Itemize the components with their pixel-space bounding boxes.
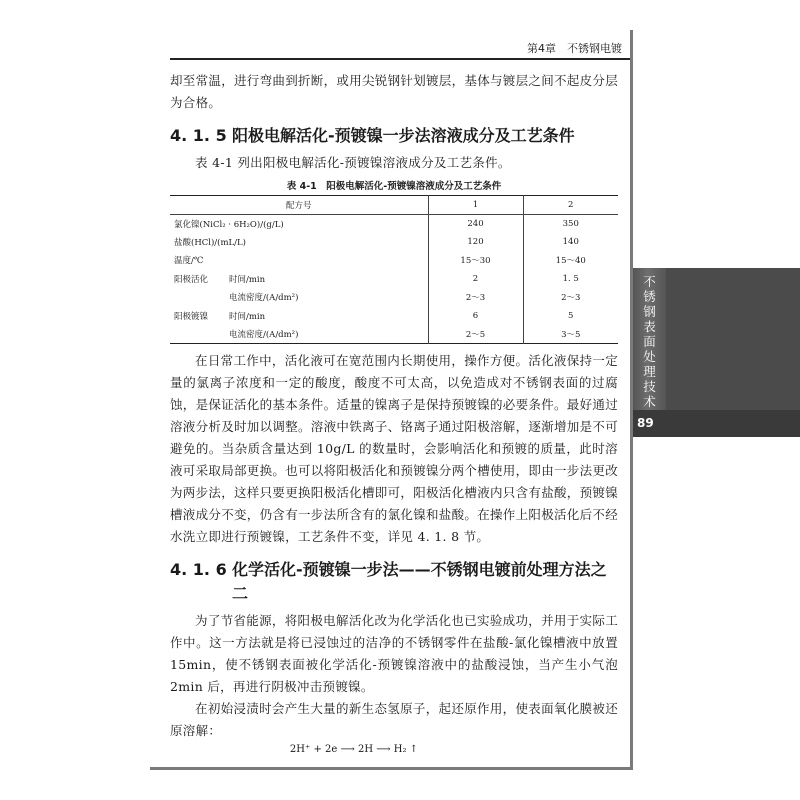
header-label: 配方号 xyxy=(170,196,428,215)
side-tab-char: 面 xyxy=(643,334,656,349)
side-tab-char: 不 xyxy=(643,274,656,289)
row-sub-label: 时间/min xyxy=(229,311,266,322)
book-page xyxy=(150,30,633,770)
row-value-2: 3～5 xyxy=(523,325,618,344)
row-value-2: 350 xyxy=(523,214,618,233)
table-row xyxy=(170,307,618,326)
side-tab-char: 理 xyxy=(643,364,656,379)
row-value-2: 2～3 xyxy=(523,288,618,307)
header-col-1: 1 xyxy=(428,196,523,215)
section-number: 4. 1. 6 xyxy=(170,560,227,579)
row-label: 氯化镍(NiCl₂ · 6H₂O)/(g/L) xyxy=(174,219,284,230)
page-content xyxy=(170,70,618,755)
row-value-1: 15～30 xyxy=(428,251,523,270)
page-number: 89 xyxy=(633,410,800,437)
section-paragraph: 在初始浸渍时会产生大量的新生态氢原子，起还原作用，使表面氧化膜被还原溶解： xyxy=(170,701,618,738)
row-value-1: 2～3 xyxy=(428,288,523,307)
running-head: 第4章 不锈钢电镀 xyxy=(170,40,630,60)
row-group-label xyxy=(170,325,225,344)
row-value-1: 6 xyxy=(428,307,523,326)
side-tab-char: 技 xyxy=(643,379,656,394)
row-value-1: 2～5 xyxy=(428,325,523,344)
row-group-label xyxy=(170,288,225,307)
table-row xyxy=(170,288,618,307)
chapter-side-tab xyxy=(633,268,666,410)
row-sub-label: 电流密度/(A/dm²) xyxy=(229,330,299,340)
row-sub-label: 时间/min xyxy=(229,274,266,285)
section-title: 阳极电解活化-预镀镍一步法溶液成分及工艺条件 xyxy=(232,126,575,145)
table-caption: 表 4-1 阳极电解活化-预镀镍溶液成分及工艺条件 xyxy=(286,181,502,192)
section-lead: 表 4-1 列出阳极电解活化-预镀镍溶液成分及工艺条件。 xyxy=(195,155,511,170)
side-tab-char: 钢 xyxy=(643,304,656,319)
row-value-2: 1. 5 xyxy=(523,270,618,289)
row-value-2: 5 xyxy=(523,307,618,326)
table-row xyxy=(170,270,618,289)
side-tab-char: 处 xyxy=(643,349,656,364)
row-value-2: 15～40 xyxy=(523,251,618,270)
intro-paragraph: 却至常温，进行弯曲到折断，或用尖锐钢针划镀层，基体与镀层之间不起皮分层为合格。 xyxy=(170,73,619,110)
section-heading-4-1-6 xyxy=(170,558,618,606)
section-title: 化学活化-预镀镍一步法——不锈钢电镀前处理方法之二 xyxy=(232,560,607,603)
side-tab-char: 锈 xyxy=(643,289,656,304)
row-value-2: 140 xyxy=(523,233,618,252)
row-value-1: 120 xyxy=(428,233,523,252)
row-group-label: 阳极活化 xyxy=(174,274,209,285)
table-row xyxy=(170,233,618,252)
side-tab-char: 术 xyxy=(643,394,656,409)
row-label: 温度/℃ xyxy=(174,256,204,267)
table-row xyxy=(170,214,618,233)
row-group-label: 阳极镀镍 xyxy=(174,311,209,322)
table-header-row xyxy=(170,196,618,215)
side-tab-char: 表 xyxy=(643,319,656,334)
section-paragraph: 为了节省能源，将阳极电解活化改为化学活化也已实验成功，并用于实际工作中。这一方法就是将已浸蚀过的洁净的不锈钢零件在盐酸-氯化镍槽液中放置 15min，使不锈钢表面被化学活化-预镀镍溶液中的盐酸浸蚀，当产生小气泡 2min 后，再进行阴极冲击预镀镍。 xyxy=(170,613,618,694)
table-row xyxy=(170,325,618,344)
row-value-1: 2 xyxy=(428,270,523,289)
chemical-equation: 2H⁺ + 2e ⟶ 2H ⟶ H₂ ↑ xyxy=(289,744,419,755)
paragraph-after-table: 在日常工作中，活化液可在宽范围内长期使用，操作方便。活化液保持一定量的氯离子浓度和一定的酸度，酸度不可太高，以免造成对不锈钢表面的过腐蚀，是保证活化的基本条件。适量的镍离子是保持预镀镍的必要条件。最好通过溶液分析及时加以调整。溶液中铁离子、铬离子通过阳极溶解，逐渐增加是不可避免的。当杂质含量达到 10g/L 的数量时，会影响活化和预镀的质量，此时溶液可采取局部更换。也可以将阳极活化和预镀镍分两个槽使用，即由一步法更改为两步法，这样只要更换阳极活化槽即可，阳极活化槽液内只含有盐酸，预镀镍槽液成分不变，仍含有一步法所含有的氯化镍和盐酸。在操作上阳极活化后不经水洗立即进行预镀镍，工艺条件不变，详见 4. 1. 8 节。 xyxy=(170,353,619,544)
side-tab-background xyxy=(666,268,800,410)
row-label: 盐酸(HCl)/(mL/L) xyxy=(174,237,246,248)
row-sub-label: 电流密度/(A/dm²) xyxy=(229,293,299,304)
header-col-2: 2 xyxy=(523,196,618,215)
row-value-1: 240 xyxy=(428,214,523,233)
process-table xyxy=(170,195,618,344)
table-row xyxy=(170,251,618,270)
section-heading-4-1-5 xyxy=(170,124,618,148)
section-number: 4. 1. 5 xyxy=(170,126,227,145)
